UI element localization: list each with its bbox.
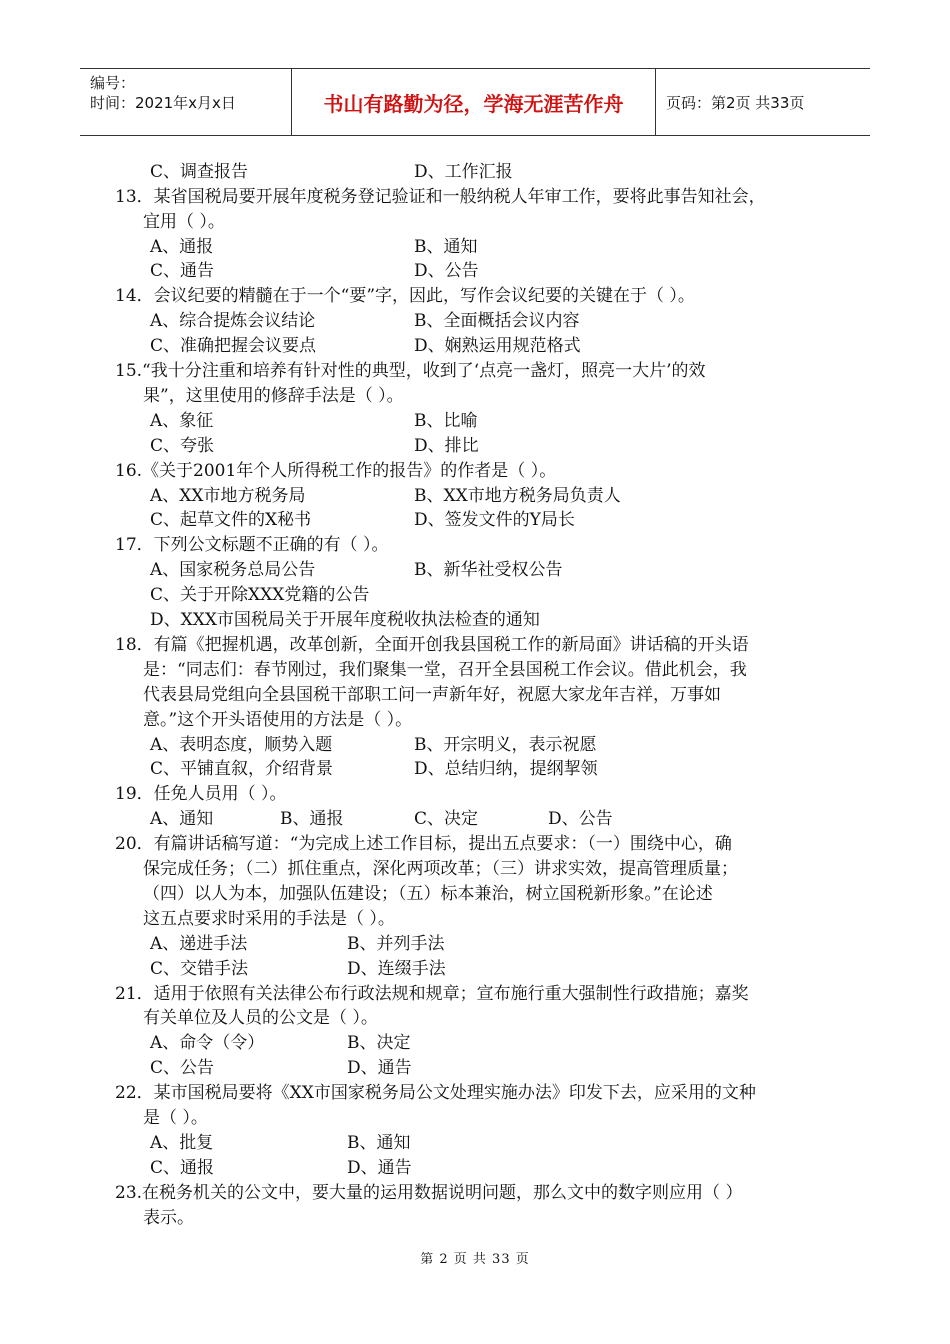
answer-option: B、通知 (414, 237, 478, 257)
text-line: C、交错手法 (150, 959, 249, 979)
text-line: 22．某市国税局要将《XX市国家税务局公文处理实施办法》印发下去，应采用的文种 (115, 1083, 756, 1103)
answer-option: D、签发文件的Y局长 (414, 510, 575, 530)
text-line: 21．适用于依照有关法律公布行政法规和规章；宣布施行重大强制性行政措施；嘉奖 (115, 984, 749, 1004)
answer-option: D、通告 (347, 1158, 412, 1178)
text-line: C、准确把握会议要点 (150, 336, 317, 356)
text-line: D、XXX市国税局关于开展年度税收执法检查的通知 (150, 610, 540, 630)
header-page-info: 页码：第2页 共33页 (666, 93, 805, 112)
text-line: 15.“我十分注重和培养有针对性的典型，收到了‘点亮一盏灯，照亮一大片’的效 (115, 361, 706, 381)
text-line: C、调查报告 (150, 162, 249, 182)
answer-option: B、决定 (347, 1033, 411, 1053)
answer-option: D、排比 (414, 436, 479, 456)
text-line: A、国家税务总局公告 (150, 560, 316, 580)
text-line: 20．有篇讲话稿写道：“为完成上述工作目标，提出五点要求：（一）围绕中心，确 (115, 834, 732, 854)
document-number-label: 编号： (90, 74, 136, 92)
text-line: A、递进手法 (150, 934, 248, 954)
header-meta (80, 69, 292, 135)
text-line: A、表明态度，顺势入题 (150, 735, 333, 755)
text-line: （四）以人为本，加强队伍建设；（五）标本兼治，树立国税新形象。”在论述 (143, 884, 713, 904)
answer-option: D、连缀手法 (347, 959, 446, 979)
answer-option: B、通知 (347, 1133, 411, 1153)
text-line: A、综合提炼会议结论 (150, 311, 316, 331)
answer-option: D、总结归纳，提纲挈领 (414, 759, 598, 779)
text-line: 是：“同志们：春节刚过，我们聚集一堂，召开全县国税工作会议。借此机会，我 (143, 660, 747, 680)
text-line: 这五点要求时采用的手法是（ ）。 (143, 909, 395, 929)
answer-option: B、并列手法 (347, 934, 445, 954)
text-line: A、通报 (150, 237, 214, 257)
page-header (80, 68, 870, 136)
text-line: 代表县局党组向全县国税干部职工问一声新年好，祝愿大家龙年吉祥，万事如 (143, 685, 721, 705)
text-line: A、通知 (150, 809, 214, 829)
text-line: 23.在税务机关的公文中，要大量的运用数据说明问题，那么文中的数字则应用（ ） (115, 1183, 743, 1203)
answer-option: D、通告 (347, 1058, 412, 1078)
answer-option: B、XX市地方税务局负责人 (414, 486, 621, 506)
text-line: 是（ ）。 (143, 1108, 208, 1128)
text-line: C、通告 (150, 261, 215, 281)
answer-option: B、新华社受权公告 (414, 560, 563, 580)
text-line: C、平铺直叙，介绍背景 (150, 759, 334, 779)
answer-option: C、决定 (414, 809, 479, 829)
header-motto: 书山有路勤为径，学海无涯苦作舟 (292, 69, 656, 135)
answer-option: D、工作汇报 (414, 162, 513, 182)
answer-option: B、通报 (280, 809, 344, 829)
text-line: 保完成任务；（二）抓住重点，深化两项改革；（三）讲求实效，提高管理质量； (143, 859, 738, 879)
answer-option: D、公告 (414, 261, 479, 281)
text-line: C、关于开除XXX党籍的公告 (150, 585, 370, 605)
text-line: C、起草文件的X秘书 (150, 510, 312, 530)
page-footer: 第 2 页 共 33 页 (420, 1252, 530, 1267)
text-line: C、通报 (150, 1158, 215, 1178)
answer-option: D、公告 (548, 809, 613, 829)
text-line: 意。”这个开头语使用的方法是（ ）。 (143, 710, 413, 730)
text-line: 14．会议纪要的精髓在于一个“要”字，因此，写作会议纪要的关键在于（ ）。 (115, 286, 695, 306)
answer-option: B、全面概括会议内容 (414, 311, 580, 331)
text-line: 果”，这里使用的修辞手法是（ ）。 (143, 386, 404, 406)
text-line: 宜用（ ）。 (143, 212, 225, 232)
document-date: 时间：2021年x月x日 (90, 94, 236, 112)
text-line: 有关单位及人员的公文是（ ）。 (143, 1008, 378, 1028)
answer-option: B、比喻 (414, 411, 478, 431)
text-line: A、XX市地方税务局 (150, 486, 306, 506)
answer-option: B、开宗明义，表示祝愿 (414, 735, 597, 755)
text-line: 19．任免人员用（ ）。 (115, 784, 287, 804)
text-line: C、夸张 (150, 436, 215, 456)
text-line: 18．有篇《把握机遇，改革创新，全面开创我县国税工作的新局面》讲话稿的开头语 (115, 635, 749, 655)
text-line: 16.《关于2001年个人所得税工作的报告》的作者是（ ）。 (115, 461, 557, 481)
text-line: C、公告 (150, 1058, 215, 1078)
answer-option: D、娴熟运用规范格式 (414, 336, 581, 356)
text-line: A、批复 (150, 1133, 214, 1153)
text-line: 17．下列公文标题不正确的有（ ）。 (115, 535, 389, 555)
text-line: 表示。 (143, 1208, 194, 1228)
text-line: A、象征 (150, 411, 214, 431)
text-line: A、命令（令） (150, 1033, 265, 1053)
text-line: 13．某省国税局要开展年度税务登记验证和一般纳税人年审工作，要将此事告知社会， (115, 187, 766, 207)
